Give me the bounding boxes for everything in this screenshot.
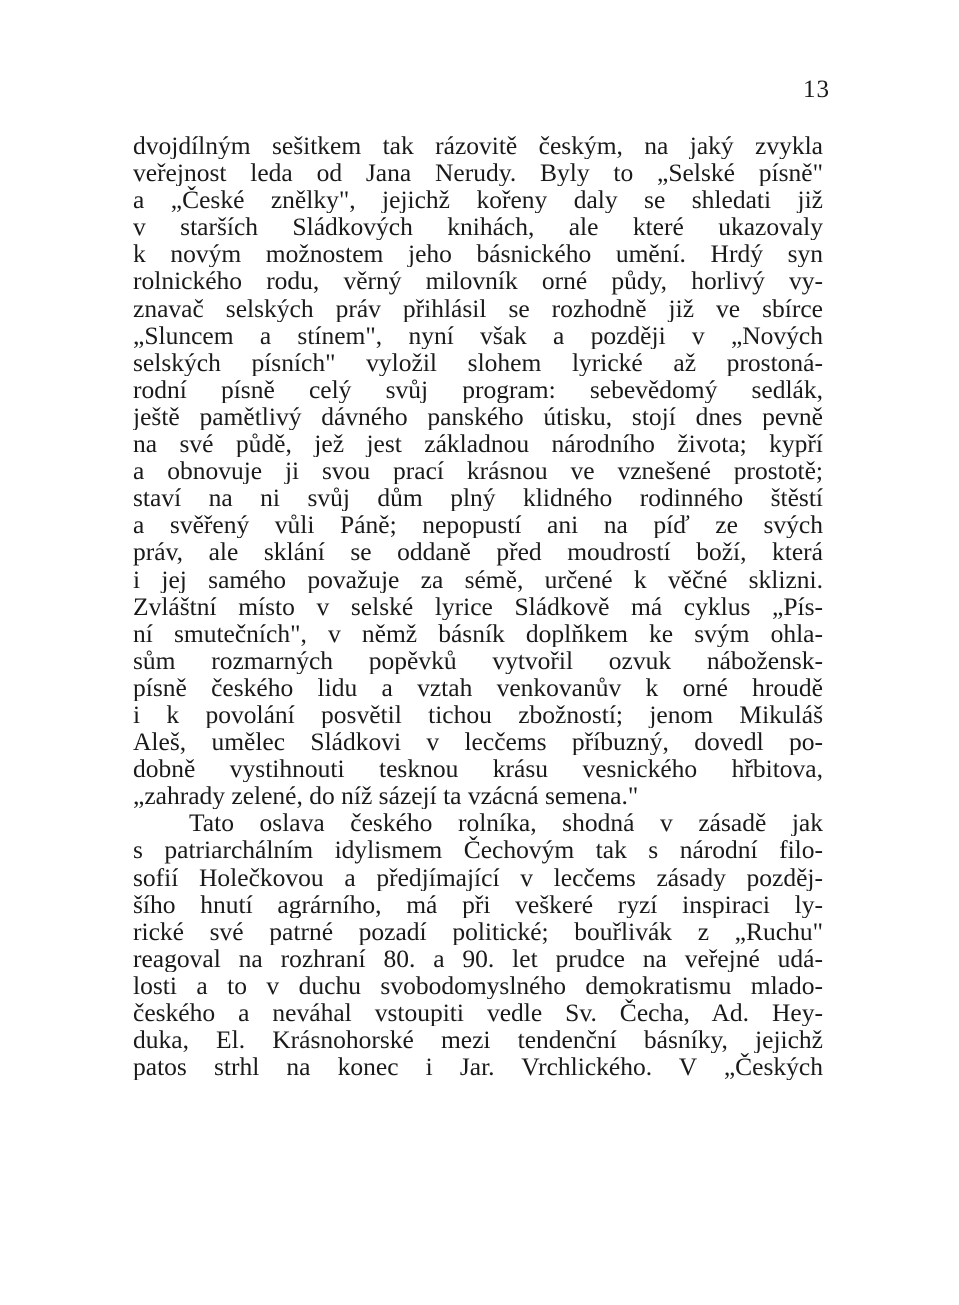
text-line: písně českého lidu a vztah venkovanův k orné hroudě bbox=[133, 673, 823, 701]
text-line: duka, El. Krásnohorské mezi tendenční básníky, jejichž bbox=[133, 1026, 823, 1054]
text-line: patos strhl na konec i Jar. Vrchlického. V „Českých bbox=[133, 1053, 823, 1081]
text-line: Aleš, umělec Sládkovi v lecčems příbuzný, dovedl po- bbox=[133, 728, 823, 756]
text-line: Zvláštní místo v selské lyrice Sládkově má cyklus „Pís- bbox=[133, 592, 823, 620]
text-line: sům rozmarných popěvků vytvořil ozvuk nábožensk- bbox=[133, 646, 823, 674]
text-line: Tato oslava českého rolníka, shodná v zásadě jak bbox=[189, 809, 823, 837]
text-line: veřejnost leda od Jana Nerudy. Byly to „Selské písně" bbox=[133, 159, 823, 187]
text-line: ještě pamětlivý dávného panského útisku, stojí dnes pevně bbox=[133, 402, 823, 431]
text-line: staví na ni svůj dům plný klidného rodinného štěstí bbox=[133, 484, 823, 512]
body-text bbox=[133, 132, 823, 1080]
text-line: k novým možnostem jeho básnického umění. Hrdý syn bbox=[133, 240, 823, 268]
text-line: rolnického rodu, věrný milovník orné půdy, horlivý vy- bbox=[133, 267, 823, 295]
text-line: a „České znělky", jejichž kořeny daly se shledati již bbox=[133, 186, 823, 214]
text-line: dvojdílným sešitkem tak rázovitě českým, na jaký zvykla bbox=[133, 132, 823, 160]
text-line: a obnovuje ji svou prací krásnou ve vznešené prostotě; bbox=[133, 457, 823, 485]
text-line: a svěřený vůli Páně; nepopustí ani na píď ze svých bbox=[133, 511, 823, 539]
text-line: s patriarchálním idylismem Čechovým tak s národní filo- bbox=[133, 836, 823, 864]
text-line: sofií Holečkovou a předjímající v lecčems zásady pozděj- bbox=[133, 863, 823, 891]
text-line: selských písních" vyložil slohem lyrické až prostoná- bbox=[133, 348, 823, 376]
text-line: „zahrady zelené, do níž sázejí ta vzácná semena." bbox=[133, 782, 639, 810]
text-line: losti a to v duchu svobodomyslného demokratismu mlado- bbox=[133, 971, 823, 999]
text-line: znavač selských práv přihlásil se rozhodně již ve sbírce bbox=[133, 294, 823, 322]
text-line: dobně vystihnouti tesknou krásu vesnického hřbitova, bbox=[133, 755, 823, 783]
text-line: „Sluncem a stínem", nyní však a později v „Nových bbox=[133, 321, 823, 349]
text-line: českého a neváhal vstoupiti vedle Sv. Čecha, Ad. Hey- bbox=[133, 999, 823, 1027]
text-line: reagoval na rozhraní 80. a 90. let prudce na veřejné udá- bbox=[133, 944, 823, 972]
text-line: práv, ale sklání se oddaně před moudrostí boží, která bbox=[133, 538, 823, 566]
text-line: rické své patrné pozadí politické; bouřlivák z „Ruchu" bbox=[133, 917, 823, 945]
text-line: i k povolání posvětil tichou zbožností; jenom Mikuláš bbox=[133, 700, 823, 729]
text-line: ní smutečních", v němž básník doplňkem ke svým ohla- bbox=[133, 619, 823, 647]
text-line: na své půdě, jež jest základnou národního života; kypří bbox=[133, 430, 823, 458]
text-line: šího hnutí agrárního, má při veškeré ryzí inspiraci ly- bbox=[133, 890, 823, 918]
text-line: i jej samého považuje za sémě, určené k věčné sklizni. bbox=[133, 565, 823, 593]
text-line: rodní písně celý svůj program: sebevědomý sedlák, bbox=[133, 375, 823, 403]
page-number: 13 bbox=[803, 76, 830, 103]
text-line: v starších Sládkových knihách, ale které ukazovaly bbox=[133, 213, 823, 241]
